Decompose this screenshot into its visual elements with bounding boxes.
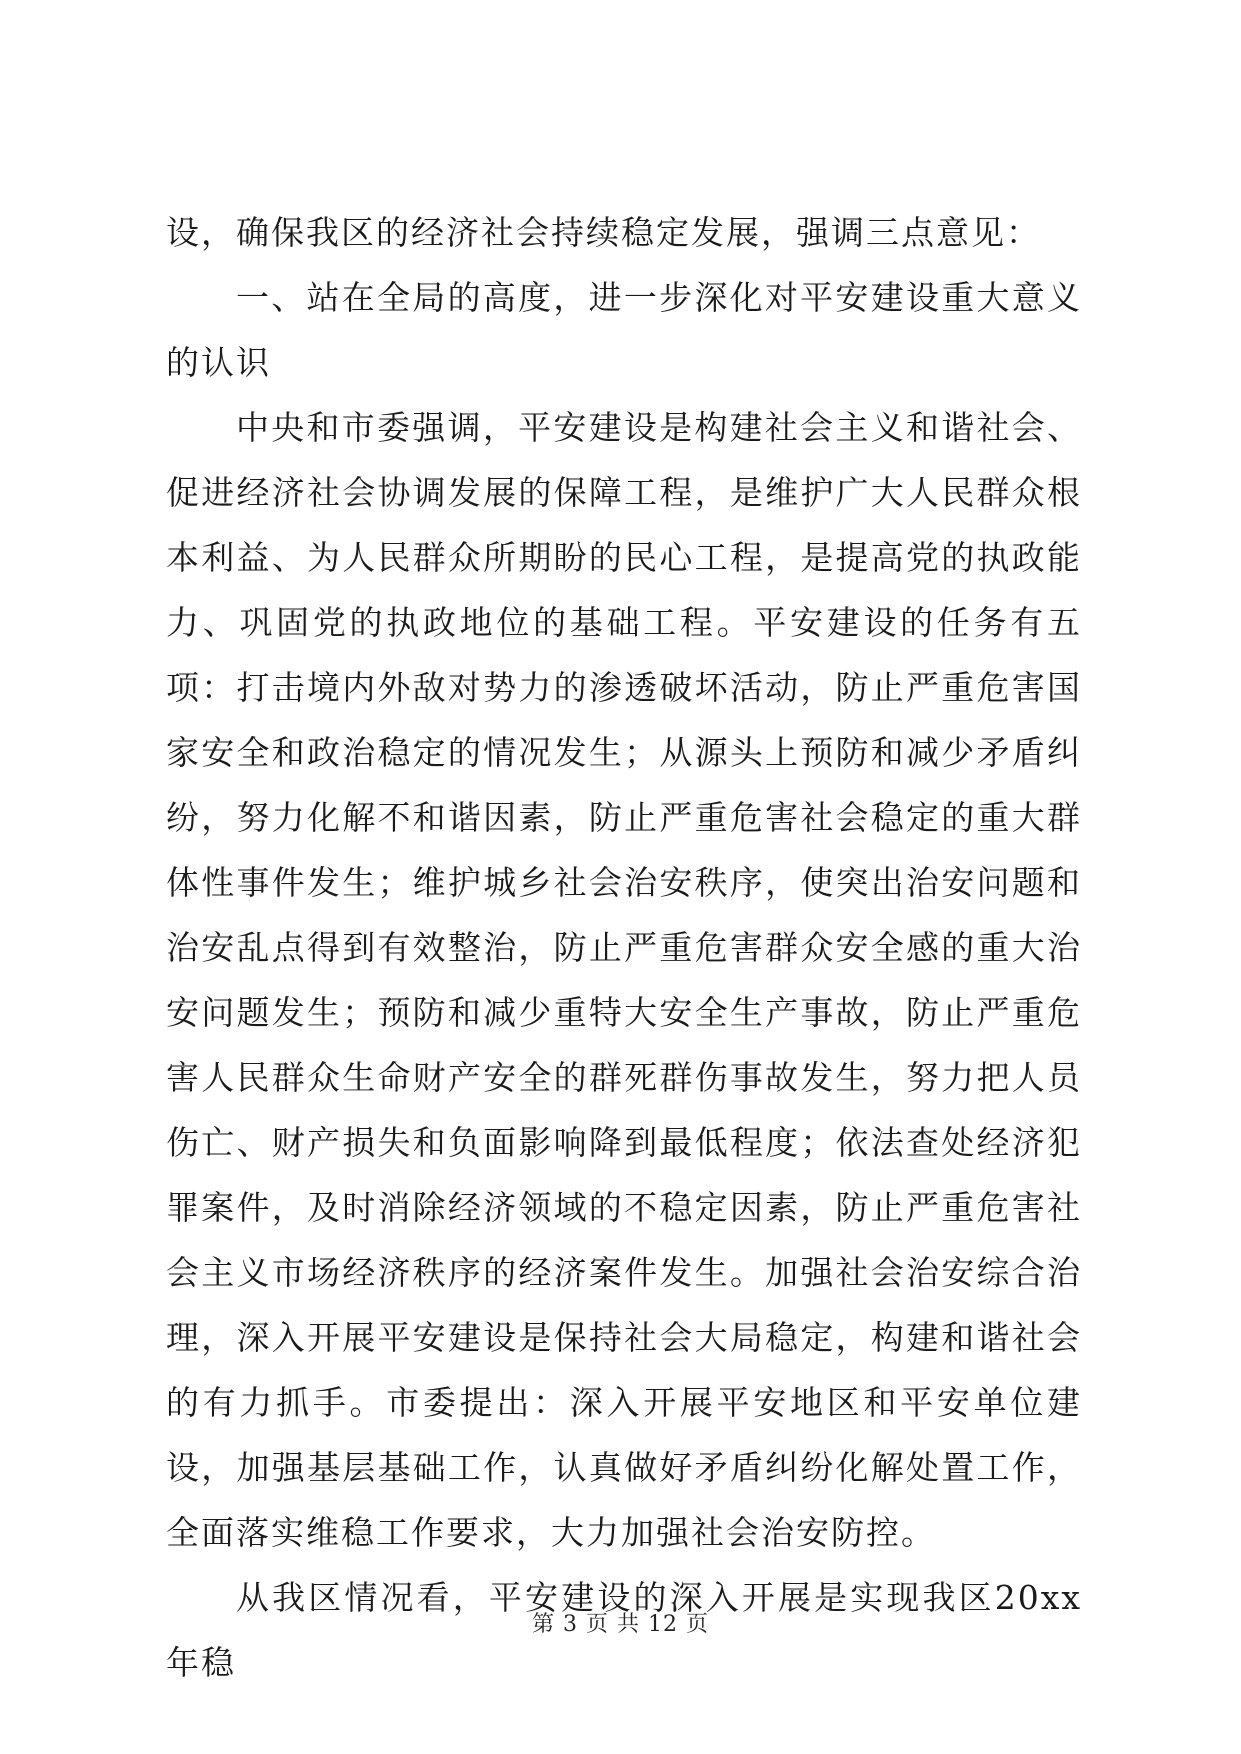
section-heading-1: 一、站在全局的高度，进一步深化对平安建设重大意义的认识 [166,278,1082,382]
document-body [166,200,1082,1695]
page-footer [0,1610,1241,1640]
page-number-label: 第 3 页 共 12 页 [532,1612,709,1637]
paragraph-continuation: 设，确保我区的经济社会持续稳定发展，强调三点意见： [166,213,1041,252]
paragraph-district-situation: 从我区情况看，平安建设的深入开展是实现我区20xx年稳 [166,1578,1082,1682]
paragraph-central-committee: 中央和市委强调，平安建设是构建社会主义和谐社会、促进经济社会协调发展的保障工程，是维护广大人民群众根本利益、为人民群众所期盼的民心工程，是提高党的执政能力、巩固党的执政地位的基础工程。平安建设的任务有五项：打击境内外敌对势力的渗透破坏活动，防止严重危害国家安全和政治稳定的情况发生；从源头上预防和减少矛盾纠纷，努力化解不和谐因素，防止严重危害社会稳定的重大群体性事件发生；维护城乡社会治安秩序，使突出治安问题和治安乱点得到有效整治，防止严重危害群众安全感的重大治安问题发生；预防和减少重特大安全生产事故，防止严重危害人民群众生命财产安全的群死群伤事故发生，努力把人员伤亡、财产损失和负面影响降到最低程度；依法查处经济犯罪案件，及时消除经济领域的不稳定因素，防止严重危害社会主义市场经济秩序的经济案件发生。加强社会治安综合治理，深入开展平安建设是保持社会大局稳定，构建和谐社会的有力抓手。市委提出：深入开展平安地区和平安单位建设，加强基层基础工作，认真做好矛盾纠纷化解处置工作，全面落实维稳工作要求，大力加强社会治安防控。 [166,408,1082,1552]
